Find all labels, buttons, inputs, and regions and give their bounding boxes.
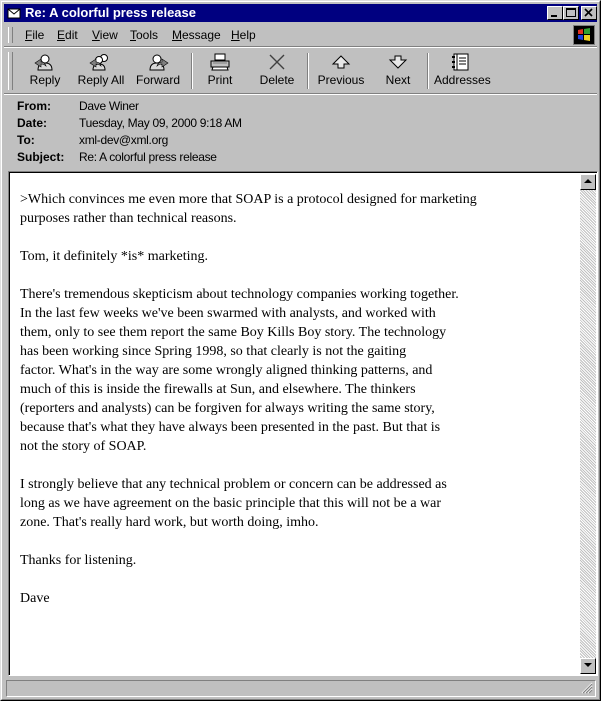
- message-headers: [4, 96, 597, 168]
- window-frame: [1, 1, 600, 700]
- minimize-button[interactable]: [547, 6, 563, 20]
- close-button[interactable]: [581, 6, 597, 20]
- message-text[interactable]: >Which convinces me even more that SOAP is a protocol designed for marketing purposes rather than technical reasons. Tom, it definitely *is* marketing. There's tremendous skepticism about technology companies working together. In the last few weeks we've been swarmed with analysts, and worked with them, only to see them report the same Boy Kills Boy story. The technology has been working since Spring 1998, so that clearly is not the gaiting factor. What's in the way are some wrongly aligned thinking patterns, and much of this is inside the firewalls at Sun, and elsewhere. The thinkers (reporters and analysts) can be forgiven for always writing the same story, because that's what they have always been presented in the past. But that is not the story of SOAP. I strongly believe that any technical problem or concern can be addressed as long as we have agreement on the basic principle that this will not be a war zone. That's really hard work, but worth doing, imho. Thanks for listening. Dave: [20, 192, 477, 606]
- forward-button[interactable]: Forward: [134, 51, 182, 91]
- to-value: xml-dev@xml.org: [79, 133, 169, 147]
- toolbar: [4, 49, 597, 93]
- close-icon: [583, 8, 595, 18]
- toolbar-header-separator: [4, 93, 597, 95]
- arrow-down-icon: [386, 53, 410, 71]
- resize-grip-icon[interactable]: [580, 681, 593, 694]
- toolbar-separator: [191, 53, 193, 89]
- delete-button[interactable]: Delete: [256, 51, 298, 91]
- reply-button[interactable]: Reply: [22, 51, 68, 91]
- from-label: From:: [17, 99, 51, 113]
- next-button[interactable]: Next: [380, 51, 416, 91]
- from-value: Dave Winer: [79, 99, 139, 113]
- subject-value: Re: A colorful press release: [79, 150, 217, 164]
- delete-x-icon: [265, 53, 289, 71]
- arrow-down-small-icon: [584, 663, 592, 668]
- date-label: Date:: [17, 116, 48, 130]
- menu-edit[interactable]: Edit: [57, 28, 78, 42]
- arrow-up-small-icon: [584, 179, 592, 184]
- previous-button[interactable]: Previous: [316, 51, 366, 91]
- maximize-icon: [565, 8, 577, 18]
- toolbar-grip[interactable]: [8, 52, 13, 90]
- menu-help[interactable]: Help: [231, 28, 256, 42]
- print-button[interactable]: Print: [200, 51, 240, 91]
- menu-tools[interactable]: Tools: [130, 28, 159, 42]
- scroll-up-button[interactable]: [580, 174, 596, 190]
- menu-message[interactable]: Message: [172, 28, 221, 42]
- window-title: Re: A colorful press release: [25, 5, 196, 20]
- scroll-down-button[interactable]: [580, 658, 596, 674]
- status-bar: [6, 680, 596, 697]
- menu-view[interactable]: View: [92, 28, 118, 42]
- envelope-icon: [7, 6, 21, 20]
- printer-icon: [208, 53, 232, 71]
- menu-grip[interactable]: [8, 27, 13, 43]
- toolbar-separator: [427, 53, 429, 89]
- forward-icon: [146, 53, 170, 71]
- to-label: To:: [17, 133, 35, 147]
- menu-bar: [4, 24, 597, 46]
- menu-toolbar-separator: [4, 46, 597, 48]
- subject-label: Subject:: [17, 150, 65, 164]
- menu-file[interactable]: File: [25, 28, 45, 42]
- message-body[interactable]: [9, 172, 597, 675]
- message-body-frame: [8, 171, 598, 676]
- minimize-icon: [549, 8, 561, 18]
- reply-all-button[interactable]: Reply All: [74, 51, 128, 91]
- arrow-up-icon: [329, 53, 353, 71]
- windows-logo-icon: [573, 25, 595, 45]
- reply-icon: [33, 53, 57, 71]
- date-value: Tuesday, May 09, 2000 9:18 AM: [79, 116, 242, 130]
- title-bar[interactable]: [4, 4, 597, 22]
- addresses-button[interactable]: Addresses: [434, 51, 488, 91]
- maximize-button[interactable]: [563, 6, 579, 20]
- vertical-scrollbar[interactable]: [580, 174, 596, 674]
- address-book-icon: [449, 53, 473, 71]
- toolbar-separator: [307, 53, 309, 89]
- reply-all-icon: [88, 53, 114, 71]
